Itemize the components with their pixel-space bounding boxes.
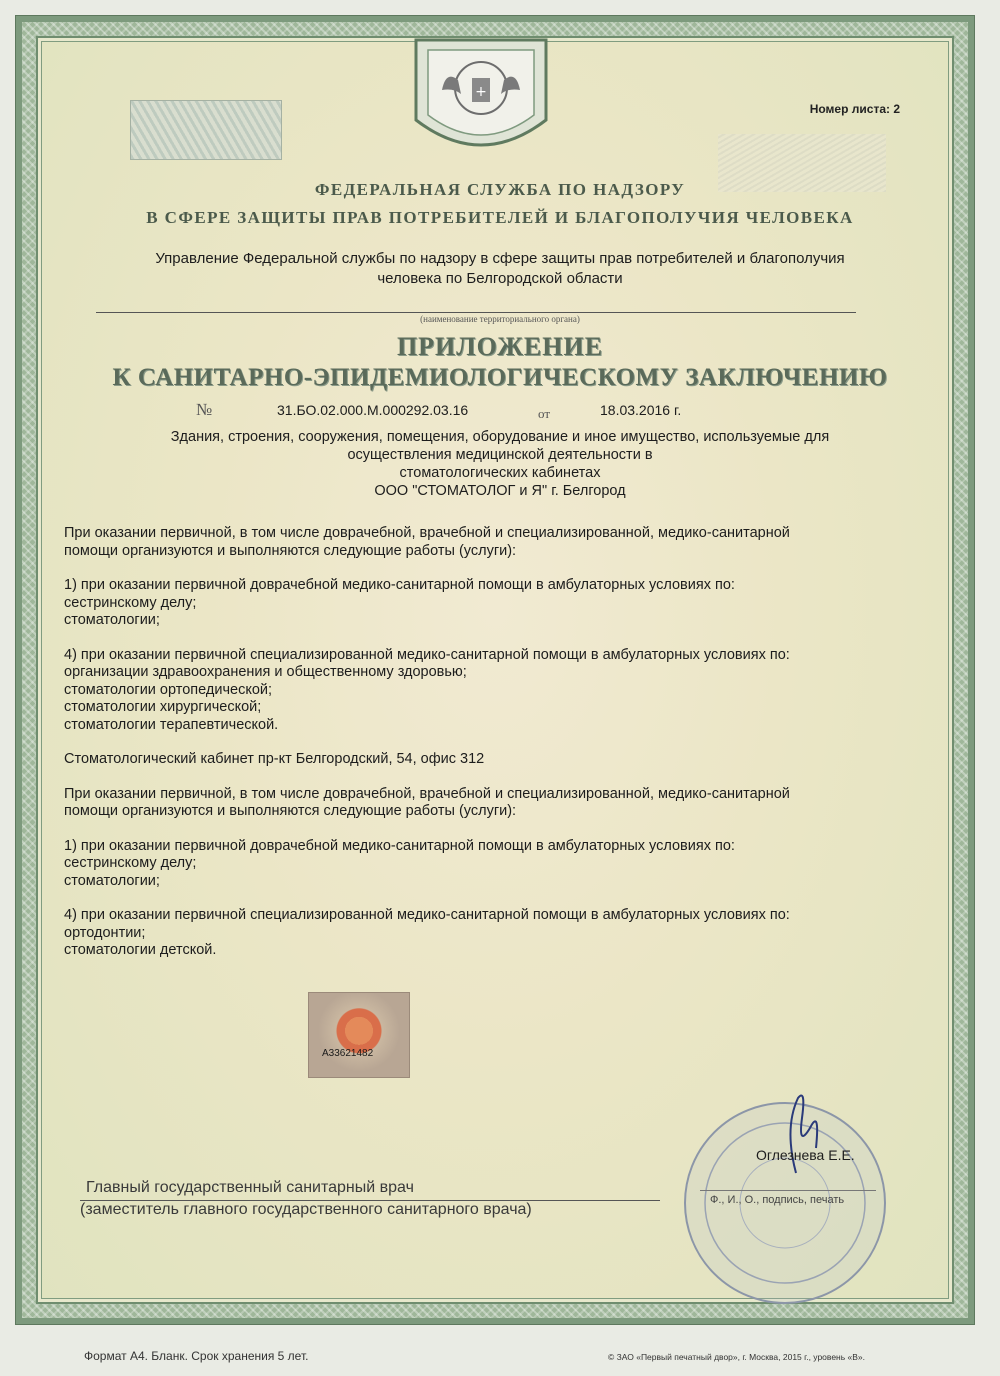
list-item: стоматологии терапевтической. <box>64 716 279 733</box>
number-label: № <box>196 400 213 419</box>
signature-caption: Ф., И., О., подпись, печать <box>710 1194 845 1206</box>
security-hologram-sticker <box>308 992 410 1078</box>
list-item: стоматологии хирургической; <box>64 699 262 715</box>
list-item: стоматологии; <box>64 872 160 889</box>
conclusion-number: 31.БО.02.000.М.000292.03.16 <box>277 402 469 418</box>
section2-item4-heading: 4) при оказании первичной специализированной медико-санитарной помощи в амбулаторных условиях по: <box>64 907 790 923</box>
section2-intro: помощи организуются и выполняются следующие работы (услуги): <box>64 803 517 819</box>
hologram-number: А33621482 <box>322 1048 374 1059</box>
document-title: ПРИЛОЖЕНИЕ <box>396 332 604 361</box>
signer-position: Главный государственный санитарный врач <box>86 1179 414 1196</box>
footer-format-note: Формат А4. Бланк. Срок хранения 5 лет. <box>84 1349 309 1363</box>
section2-intro: При оказании первичной, в том числе доврачебной, врачебной и специализированной, медико-санитарной <box>64 785 790 802</box>
subject-line: Здания, строения, сооружения, помещения, оборудование и иное имущество, используемые для <box>170 429 830 445</box>
subject-line: стоматологических кабинетах <box>399 465 601 481</box>
agency-name-line1: ФЕДЕРАЛЬНАЯ СЛУЖБА ПО НАДЗОРУ <box>314 180 686 199</box>
conclusion-date: 18.03.2016 г. <box>600 402 682 418</box>
signer-position-alt: (заместитель главного государственного санитарного врача) <box>80 1201 532 1218</box>
list-item: стоматологии; <box>64 612 160 628</box>
security-hologram-top <box>130 100 282 160</box>
section2-item1-heading: 1) при оказании первичной доврачебной медико-санитарной помощи в амбулаторных условиях по: <box>64 837 735 854</box>
sheet-number: Номер листа: 2 <box>809 102 900 116</box>
footer-printer-note: © ЗАО «Первый печатный двор», г. Москва, 2015 г., уровень «В». <box>608 1352 866 1362</box>
agency-name-line2: В СФЕРЕ ЗАЩИТЫ ПРАВ ПОТРЕБИТЕЛЕЙ И БЛАГОПОЛУЧИЯ ЧЕЛОВЕКА <box>146 208 854 227</box>
department-line2: человека по Белгородской области <box>377 270 623 287</box>
subject-line: ООО "СТОМАТОЛОГ и Я" г. Белгород <box>374 483 626 499</box>
coat-of-arms-emblem-icon <box>406 30 556 160</box>
subject-block <box>80 428 920 500</box>
section1-intro: При оказании первичной, в том числе доврачебной, врачебной и специализированной, медико-санитарной <box>64 525 790 541</box>
department-line1: Управление Федеральной службы по надзору в сфере защиты прав потребителей и благополучия <box>155 250 845 267</box>
department-underline <box>96 312 856 313</box>
list-item: сестринскому делу; <box>64 855 197 871</box>
section1-intro: помощи организуются и выполняются следующие работы (услуги): <box>64 542 517 559</box>
section1-item4-heading: 4) при оказании первичной специализированной медико-санитарной помощи в амбулаторных условиях по: <box>64 646 790 663</box>
document-subtitle: К САНИТАРНО-ЭПИДЕМИОЛОГИЧЕСКОМУ ЗАКЛЮЧЕНИЮ <box>112 364 888 391</box>
subject-line: осуществления медицинской деятельности в <box>347 447 653 463</box>
department-caption: (наименование территориального органа) <box>420 314 580 324</box>
section1 <box>64 525 894 960</box>
list-item: организации здравоохранения и общественному здоровью; <box>64 664 467 680</box>
list-item: стоматологии детской. <box>64 942 217 958</box>
section1-item1-heading: 1) при оказании первичной доврачебной медико-санитарной помощи в амбулаторных условиях по: <box>64 577 735 593</box>
signature-underline <box>700 1190 876 1191</box>
date-label: от <box>538 406 551 421</box>
signer-name: Оглезнева Е.Е. <box>756 1147 855 1163</box>
svg-text:+: + <box>475 84 487 100</box>
list-item: стоматологии ортопедической; <box>64 681 273 698</box>
handwritten-signature <box>776 1088 836 1178</box>
list-item: сестринскому делу; <box>64 594 197 611</box>
list-item: ортодонтии; <box>64 924 146 941</box>
cabinet-address: Стоматологический кабинет пр-кт Белгородский, 54, офис 312 <box>64 751 485 767</box>
